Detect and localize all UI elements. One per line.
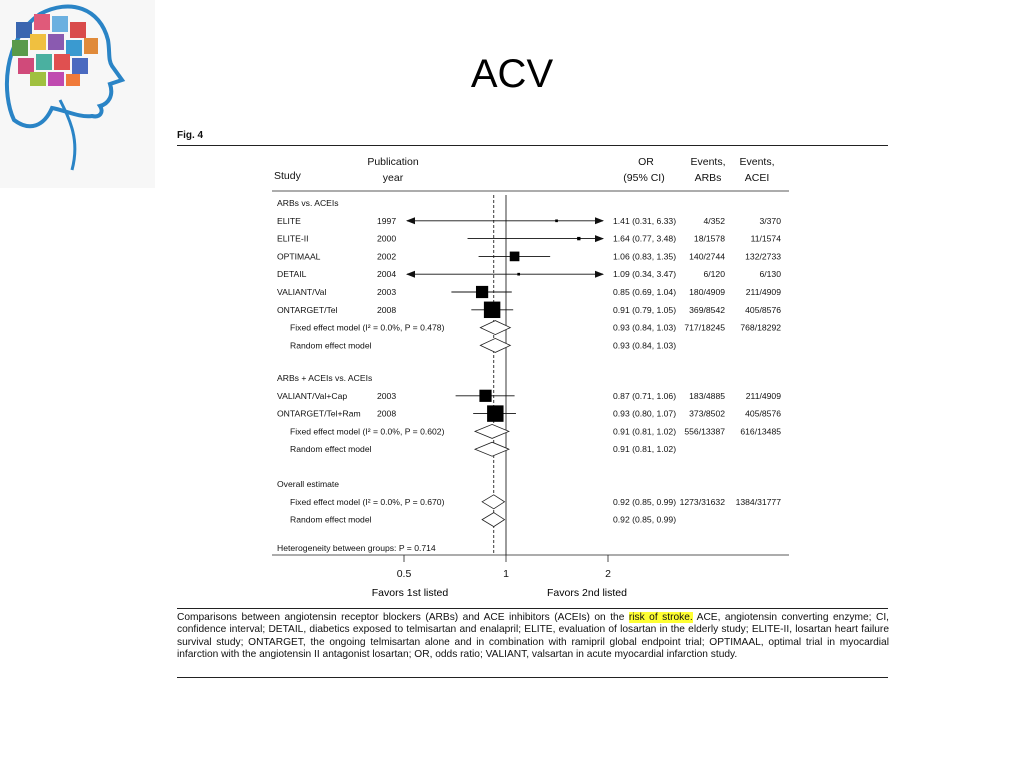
ci-arrow-right bbox=[595, 235, 604, 242]
header-events-arb-2: ARBs bbox=[694, 172, 722, 184]
caption-text-end: ACE, angiotensin converting enzyme; CI, confidence interval; DETAIL, diabetics exposed to telmisartan and enalapril; ELITE, evaluation of losartan in the elderly study; ELITE-II, losartan heart failure survival study; ONTARGET, the ongoing telmisartan alone and in combination with ramipril global endpoint trial; OPTIMAAL, optimal trial in myocardial infarction with the angiotensin II antagonist losartan; OR, odds ratio; VALIANT, valsartan in acute myocardial infarction study. bbox=[177, 612, 889, 661]
figure-caption bbox=[177, 612, 889, 662]
forest-plot bbox=[177, 150, 889, 608]
header-study: Study bbox=[274, 170, 301, 182]
random-effect-diamond bbox=[475, 442, 509, 456]
point-estimate-square bbox=[484, 302, 500, 318]
study-year: 2008 bbox=[377, 408, 397, 419]
random-effect-diamond bbox=[482, 513, 504, 527]
study-year: 2003 bbox=[377, 390, 397, 401]
events-acei: 211/4909 bbox=[745, 390, 781, 401]
random-effect-label: Random effect model bbox=[290, 340, 372, 351]
ci-arrow-right bbox=[595, 217, 604, 224]
axis-tick-label: 1 bbox=[503, 568, 509, 580]
study-or-ci: 0.91 (0.79, 1.05) bbox=[613, 304, 677, 315]
caption-top-rule bbox=[177, 608, 888, 609]
fixed-effect-or-ci: 0.91 (0.81, 1.02) bbox=[613, 426, 677, 437]
study-label: ELITE bbox=[277, 215, 301, 226]
study-or-ci: 1.09 (0.34, 3.47) bbox=[613, 269, 677, 280]
header-year: year bbox=[382, 172, 404, 184]
x-axis bbox=[397, 555, 611, 580]
fixed-effect-label: Fixed effect model (I² = 0.0%, P = 0.602) bbox=[290, 426, 445, 437]
fixed-effect-label: Fixed effect model (I² = 0.0%, P = 0.670) bbox=[290, 496, 445, 507]
figure-label: Fig. 4 bbox=[177, 130, 204, 141]
events-arb: 18/1578 bbox=[693, 233, 725, 244]
study-label: DETAIL bbox=[277, 269, 307, 280]
study-or-ci: 1.06 (0.83, 1.35) bbox=[613, 251, 677, 262]
study-or-ci: 0.85 (0.69, 1.04) bbox=[613, 287, 677, 297]
events-arb: 183/4885 bbox=[689, 390, 725, 401]
column-headers bbox=[274, 156, 775, 184]
axis-tick-label: 2 bbox=[605, 568, 611, 580]
header-publication: Publication bbox=[367, 156, 419, 168]
point-estimate-square bbox=[487, 405, 503, 421]
header-events-arb-1: Events, bbox=[690, 156, 726, 168]
fixed-effect-diamond bbox=[482, 495, 504, 509]
group-title: ARBs + ACEIs vs. ACEIs bbox=[277, 373, 373, 383]
group-title: Overall estimate bbox=[277, 479, 340, 489]
events-acei: 405/8576 bbox=[745, 304, 781, 315]
point-estimate-square bbox=[479, 390, 491, 402]
study-label: ONTARGET/Tel bbox=[277, 304, 338, 315]
fixed-events-acei: 1384/31777 bbox=[735, 496, 781, 507]
axis-tick-label: 0.5 bbox=[396, 568, 412, 580]
fixed-effect-label: Fixed effect model (I² = 0.0%, P = 0.478) bbox=[290, 322, 445, 333]
ci-arrow-right bbox=[595, 271, 604, 278]
top-rule bbox=[177, 145, 888, 146]
events-acei: 132/2733 bbox=[745, 251, 781, 262]
events-arb: 369/8542 bbox=[689, 304, 725, 315]
events-arb: 140/2744 bbox=[689, 251, 725, 262]
favors-right-label: Favors 2nd listed bbox=[547, 587, 627, 599]
heterogeneity-text: Heterogeneity between groups: P = 0.714 bbox=[277, 543, 436, 553]
point-estimate-square bbox=[510, 252, 520, 262]
header-events-acei-2: ACEI bbox=[744, 172, 770, 184]
fixed-events-acei: 616/13485 bbox=[740, 426, 781, 437]
study-year: 2008 bbox=[377, 304, 397, 315]
point-estimate-square bbox=[555, 219, 558, 222]
bottom-rule bbox=[177, 677, 888, 678]
study-or-ci: 0.87 (0.71, 1.06) bbox=[613, 390, 677, 401]
events-arb: 373/8502 bbox=[689, 408, 725, 419]
study-label: ELITE-II bbox=[277, 233, 309, 244]
ci-arrow-left bbox=[406, 217, 415, 224]
fixed-events-arb: 1273/31632 bbox=[679, 496, 725, 507]
study-label: ONTARGET/Tel+Ram bbox=[277, 408, 361, 419]
study-label: VALIANT/Val bbox=[277, 287, 327, 297]
ci-arrow-left bbox=[406, 271, 415, 278]
point-estimate-square bbox=[577, 237, 580, 240]
random-effect-label: Random effect model bbox=[290, 444, 372, 455]
study-year: 2003 bbox=[377, 287, 397, 297]
header-or: OR bbox=[638, 156, 654, 168]
random-effect-or-ci: 0.93 (0.84, 1.03) bbox=[613, 340, 677, 351]
events-acei: 211/4909 bbox=[745, 287, 781, 297]
caption-highlight: risk of stroke. bbox=[628, 612, 693, 623]
fixed-events-arb: 556/13387 bbox=[684, 426, 725, 437]
fixed-events-acei: 768/18292 bbox=[740, 322, 781, 333]
study-year: 1997 bbox=[377, 215, 397, 226]
study-label: VALIANT/Val+Cap bbox=[277, 390, 348, 401]
study-year: 2000 bbox=[377, 233, 397, 244]
random-effect-or-ci: 0.91 (0.81, 1.02) bbox=[613, 444, 677, 455]
study-or-ci: 1.64 (0.77, 3.48) bbox=[613, 233, 677, 244]
group-title: ARBs vs. ACEIs bbox=[277, 198, 339, 208]
events-arb: 180/4909 bbox=[689, 287, 725, 297]
point-estimate-square bbox=[476, 286, 488, 298]
study-or-ci: 1.41 (0.31, 6.33) bbox=[613, 215, 677, 226]
events-acei: 405/8576 bbox=[745, 408, 781, 419]
events-acei: 11/1574 bbox=[750, 233, 781, 244]
events-acei: 6/130 bbox=[759, 269, 781, 280]
study-label: OPTIMAAL bbox=[277, 251, 321, 262]
random-effect-label: Random effect model bbox=[290, 514, 372, 525]
caption-text-start: Comparisons between angiotensin receptor blockers (ARBs) and ACE inhibitors (ACEIs) on the bbox=[177, 612, 629, 623]
header-events-acei-1: Events, bbox=[739, 156, 775, 168]
forest-rows bbox=[277, 195, 781, 555]
events-acei: 3/370 bbox=[759, 215, 781, 226]
events-arb: 4/352 bbox=[703, 215, 725, 226]
fixed-effect-diamond bbox=[475, 424, 509, 438]
slide-title: ACV bbox=[470, 52, 554, 96]
events-arb: 6/120 bbox=[703, 269, 725, 280]
study-year: 2002 bbox=[377, 251, 397, 262]
fixed-events-arb: 717/18245 bbox=[684, 322, 725, 333]
fixed-effect-or-ci: 0.93 (0.84, 1.03) bbox=[613, 322, 677, 333]
header-ci: (95% CI) bbox=[623, 172, 665, 184]
study-or-ci: 0.93 (0.80, 1.07) bbox=[613, 408, 677, 419]
random-effect-or-ci: 0.92 (0.85, 0.99) bbox=[613, 514, 677, 525]
study-year: 2004 bbox=[377, 269, 397, 280]
point-estimate-square bbox=[517, 273, 520, 276]
fixed-effect-or-ci: 0.92 (0.85, 0.99) bbox=[613, 496, 677, 507]
favors-left-label: Favors 1st listed bbox=[371, 587, 449, 599]
